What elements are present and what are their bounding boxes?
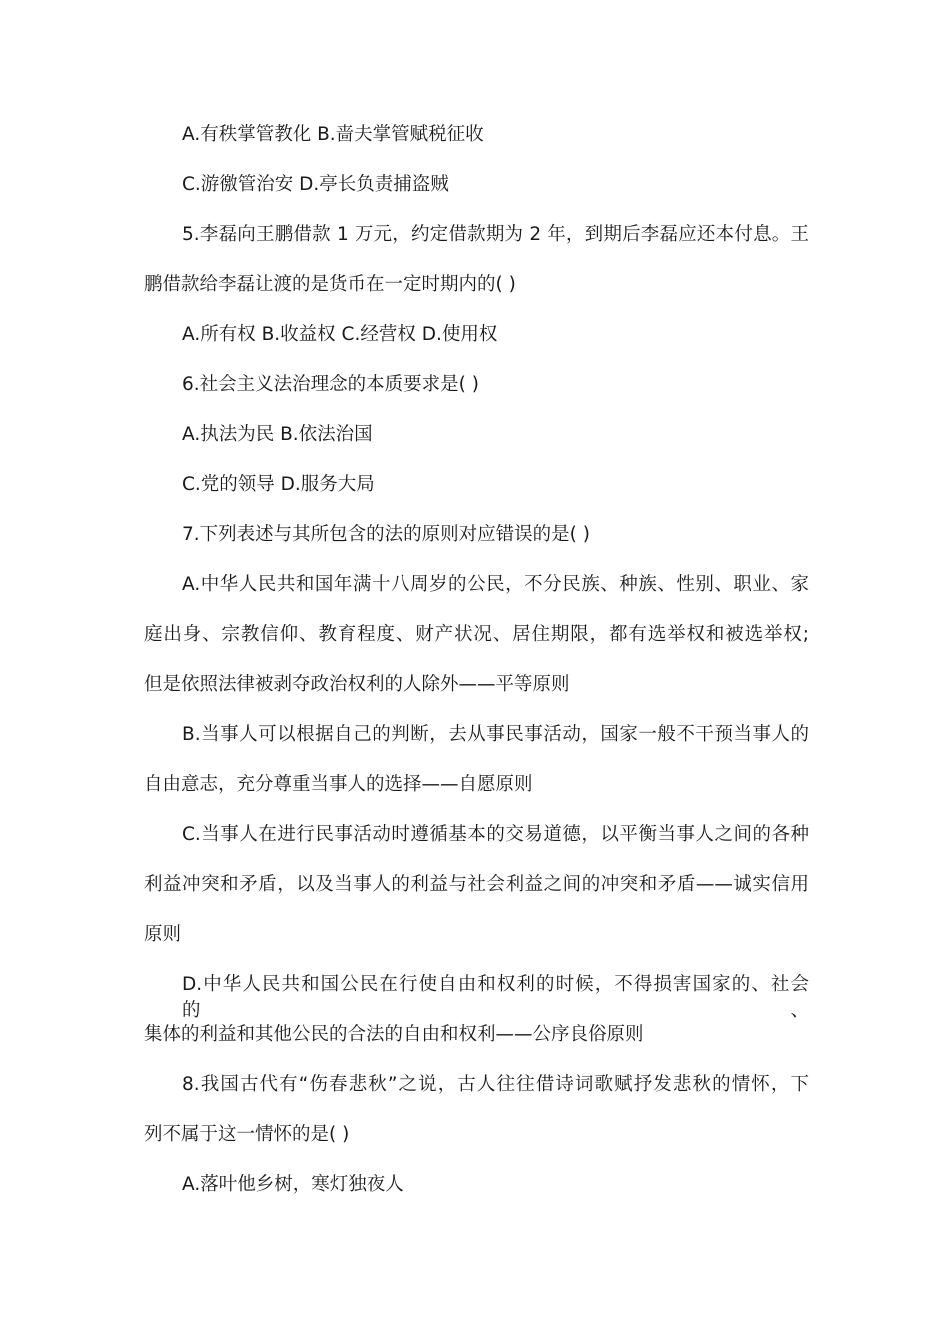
question-7: 7.下列表述与其所包含的法的原则对应错误的是( )	[182, 524, 590, 545]
option-7d-line-1: D.中华人民共和国公民在行使自由和权利的时候，不得损害国家的、社会的、	[182, 974, 809, 1021]
option-line-5: A.所有权 B.收益权 C.经营权 D.使用权	[182, 324, 498, 345]
option-7b-line-2: 自由意志，充分尊重当事人的选择——自愿原则	[144, 774, 533, 795]
option-7c-line-1: C.当事人在进行民事活动时遵循基本的交易道德，以平衡当事人之间的各种	[182, 824, 809, 845]
question-8-line-1: 8.我国古代有“伤春悲秋”之说，古人往往借诗词歌赋抒发悲秋的情怀，下	[182, 1074, 809, 1095]
option-7d-line-2: 集体的利益和其他公民的合法的自由和权利——公序良俗原则	[144, 1024, 644, 1045]
option-7a-line-3: 但是依照法律被剥夺政治权利的人除外——平等原则	[144, 674, 570, 695]
option-line-4ab: A.有秩掌管教化 B.啬夫掌管赋税征收	[182, 124, 484, 145]
question-6: 6.社会主义法治理念的本质要求是( )	[182, 374, 479, 395]
question-5-line-1: 5.李磊向王鹏借款 1 万元，约定借款期为 2 年，到期后李磊应还本付息。王	[182, 224, 809, 245]
option-7c-line-3: 原则	[144, 924, 182, 945]
option-line-6cd: C.党的领导 D.服务大局	[182, 474, 375, 495]
option-line-6ab: A.执法为民 B.依法治国	[182, 424, 373, 445]
question-5-line-2: 鹏借款给李磊让渡的是货币在一定时期内的( )	[144, 274, 516, 295]
option-8a: A.落叶他乡树，寒灯独夜人	[182, 1174, 404, 1195]
option-7a-line-1: A.中华人民共和国年满十八周岁的公民，不分民族、种族、性别、职业、家	[182, 574, 809, 595]
question-8-line-2: 列不属于这一情怀的是( )	[144, 1124, 350, 1145]
option-7b-line-1: B.当事人可以根据自己的判断，去从事民事活动，国家一般不干预当事人的	[182, 724, 809, 745]
option-7c-line-2: 利益冲突和矛盾，以及当事人的利益与社会利益之间的冲突和矛盾——诚实信用	[144, 874, 809, 895]
option-7a-line-2: 庭出身、宗教信仰、教育程度、财产状况、居住期限，都有选举权和被选举权;	[144, 624, 809, 645]
option-line-4cd: C.游徼管治安 D.亭长负责捕盗贼	[182, 174, 449, 195]
